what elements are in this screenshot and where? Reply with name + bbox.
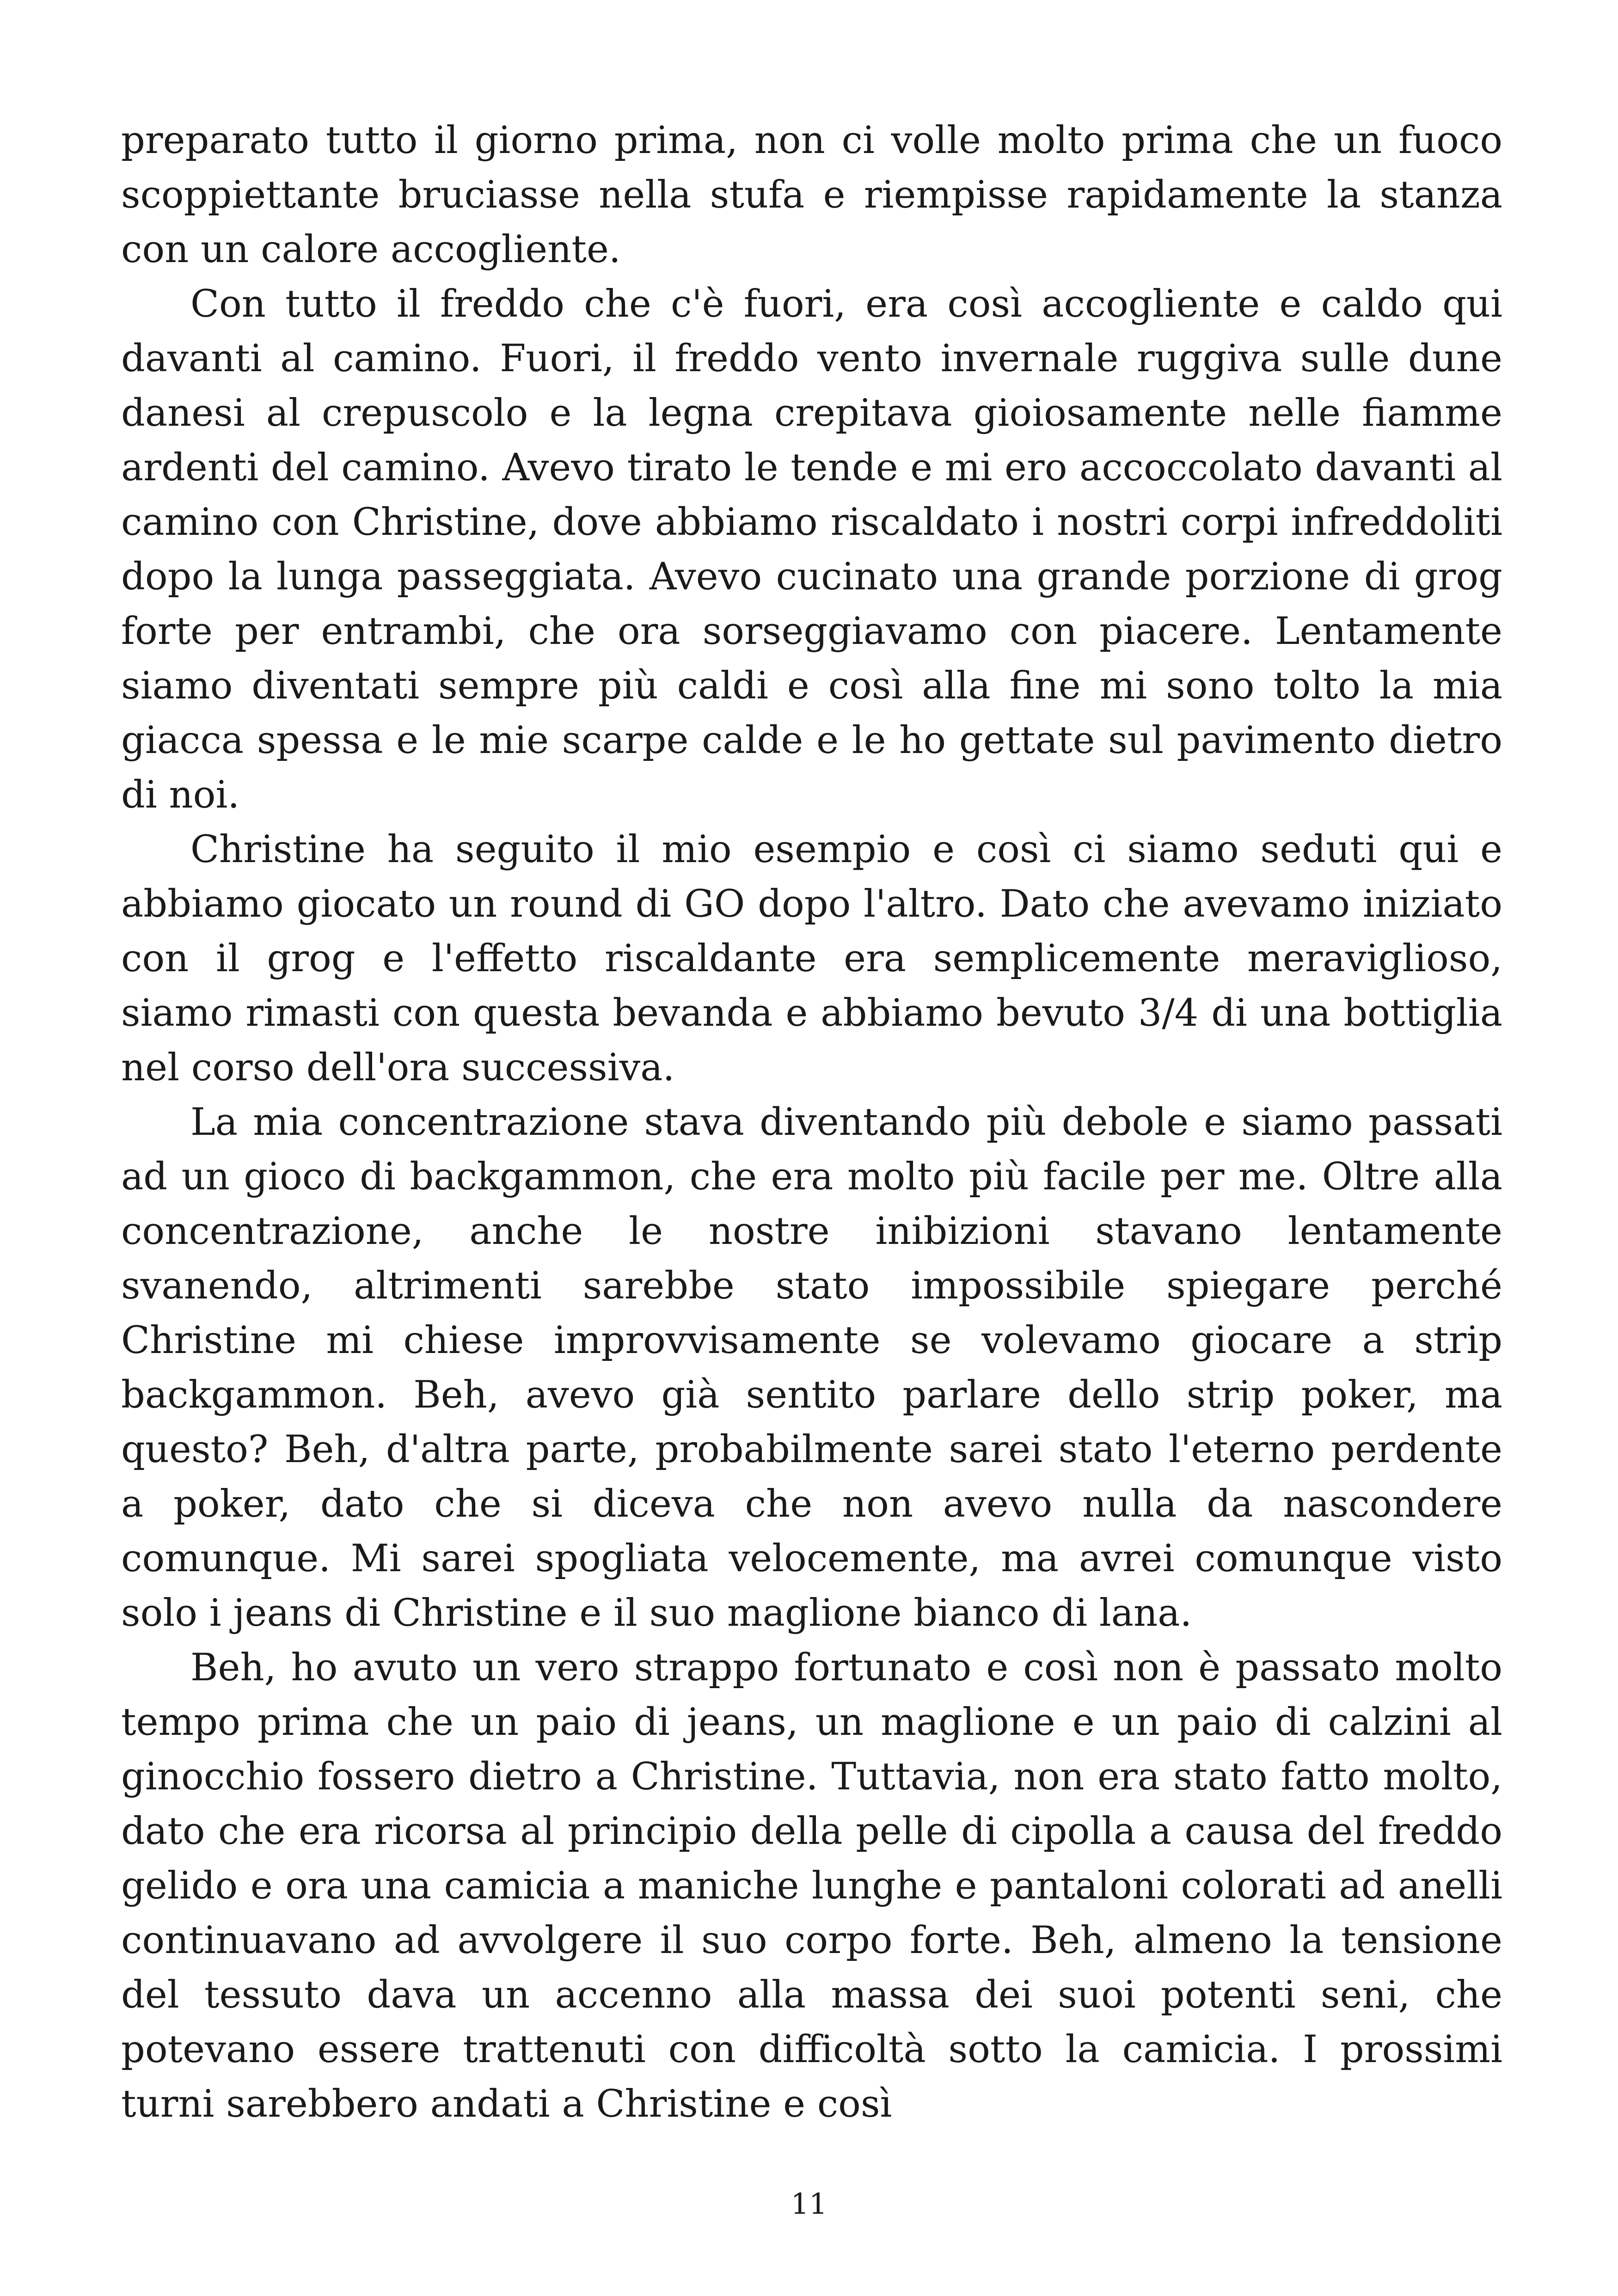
paragraph-4: La mia concentrazione stava diventando più debole e siamo passati ad un gioco di backgammon, che era molto più facile per me. Oltre alla concentrazione, anche le nostre inibizioni stavano lentamente svanendo, altrimenti sarebbe stato impossibile spiegare perché Christine mi chiese improvvisamente se volevamo giocare a strip backgammon. Beh, avevo già sentito parlare dello strip poker, ma questo? Beh, d'altra parte, probabilmente sarei stato l'eterno perdente a poker, dato che si diceva che non avevo nulla da nascondere comunque. Mi sarei spogliata velocemente, ma avrei comunque visto solo i jeans di Christine e il suo maglione bianco di lana.: [121, 1101, 1502, 1635]
paragraph-3: Christine ha seguito il mio esempio e così ci siamo seduti qui e abbiamo giocato un round di GO dopo l'altro. Dato che avevamo iniziato con il grog e l'effetto riscaldante era semplicemente meraviglioso, siamo rimasti con questa bevanda e abbiamo bevuto 3/4 di una bottiglia nel corso dell'ora successiva.: [121, 828, 1502, 1090]
page-number: 11: [791, 2187, 827, 2221]
paragraph-5: Beh, ho avuto un vero strappo fortunato e così non è passato molto tempo prima che un paio di jeans, un maglione e un paio di calzini al ginocchio fossero dietro a Christine. Tuttavia, non era stato fatto molto, dato che era ricorsa al principio della pelle di cipolla a causa del freddo gelido e ora una camicia a maniche lunghe e pantaloni colorati ad anelli continuavano ad avvolgere il suo corpo forte. Beh, almeno la tensione del tessuto dava un accenno alla massa dei suoi potenti seni, che potevano essere trattenuti con difficoltà sotto la camicia. I prossimi turni sarebbero andati a Christine e così: [121, 1646, 1502, 2126]
body-text: [121, 113, 1502, 2131]
paragraph-2: Con tutto il freddo che c'è fuori, era così accogliente e caldo qui davanti al camino. Fuori, il freddo vento invernale ruggiva sulle dune danesi al crepuscolo e la legna crepitava gioiosamente nelle fiamme ardenti del camino. Avevo tirato le tende e mi ero accoccolato davanti al camino con Christine, dove abbiamo riscaldato i nostri corpi infreddoliti dopo la lunga passeggiata. Avevo cucinato una grande porzione di grog forte per entrambi, che ora sorseggiavamo con piacere. Lentamente siamo diventati sempre più caldi e così alla fine mi sono tolto la mia giacca spessa e le mie scarpe calde e le ho gettate sul pavimento dietro di noi.: [121, 282, 1502, 817]
paragraph-1: preparato tutto il giorno prima, non ci volle molto prima che un fuoco scoppiettante bruciasse nella stufa e riempisse rapidamente la stanza con un calore accogliente.: [121, 119, 1502, 271]
